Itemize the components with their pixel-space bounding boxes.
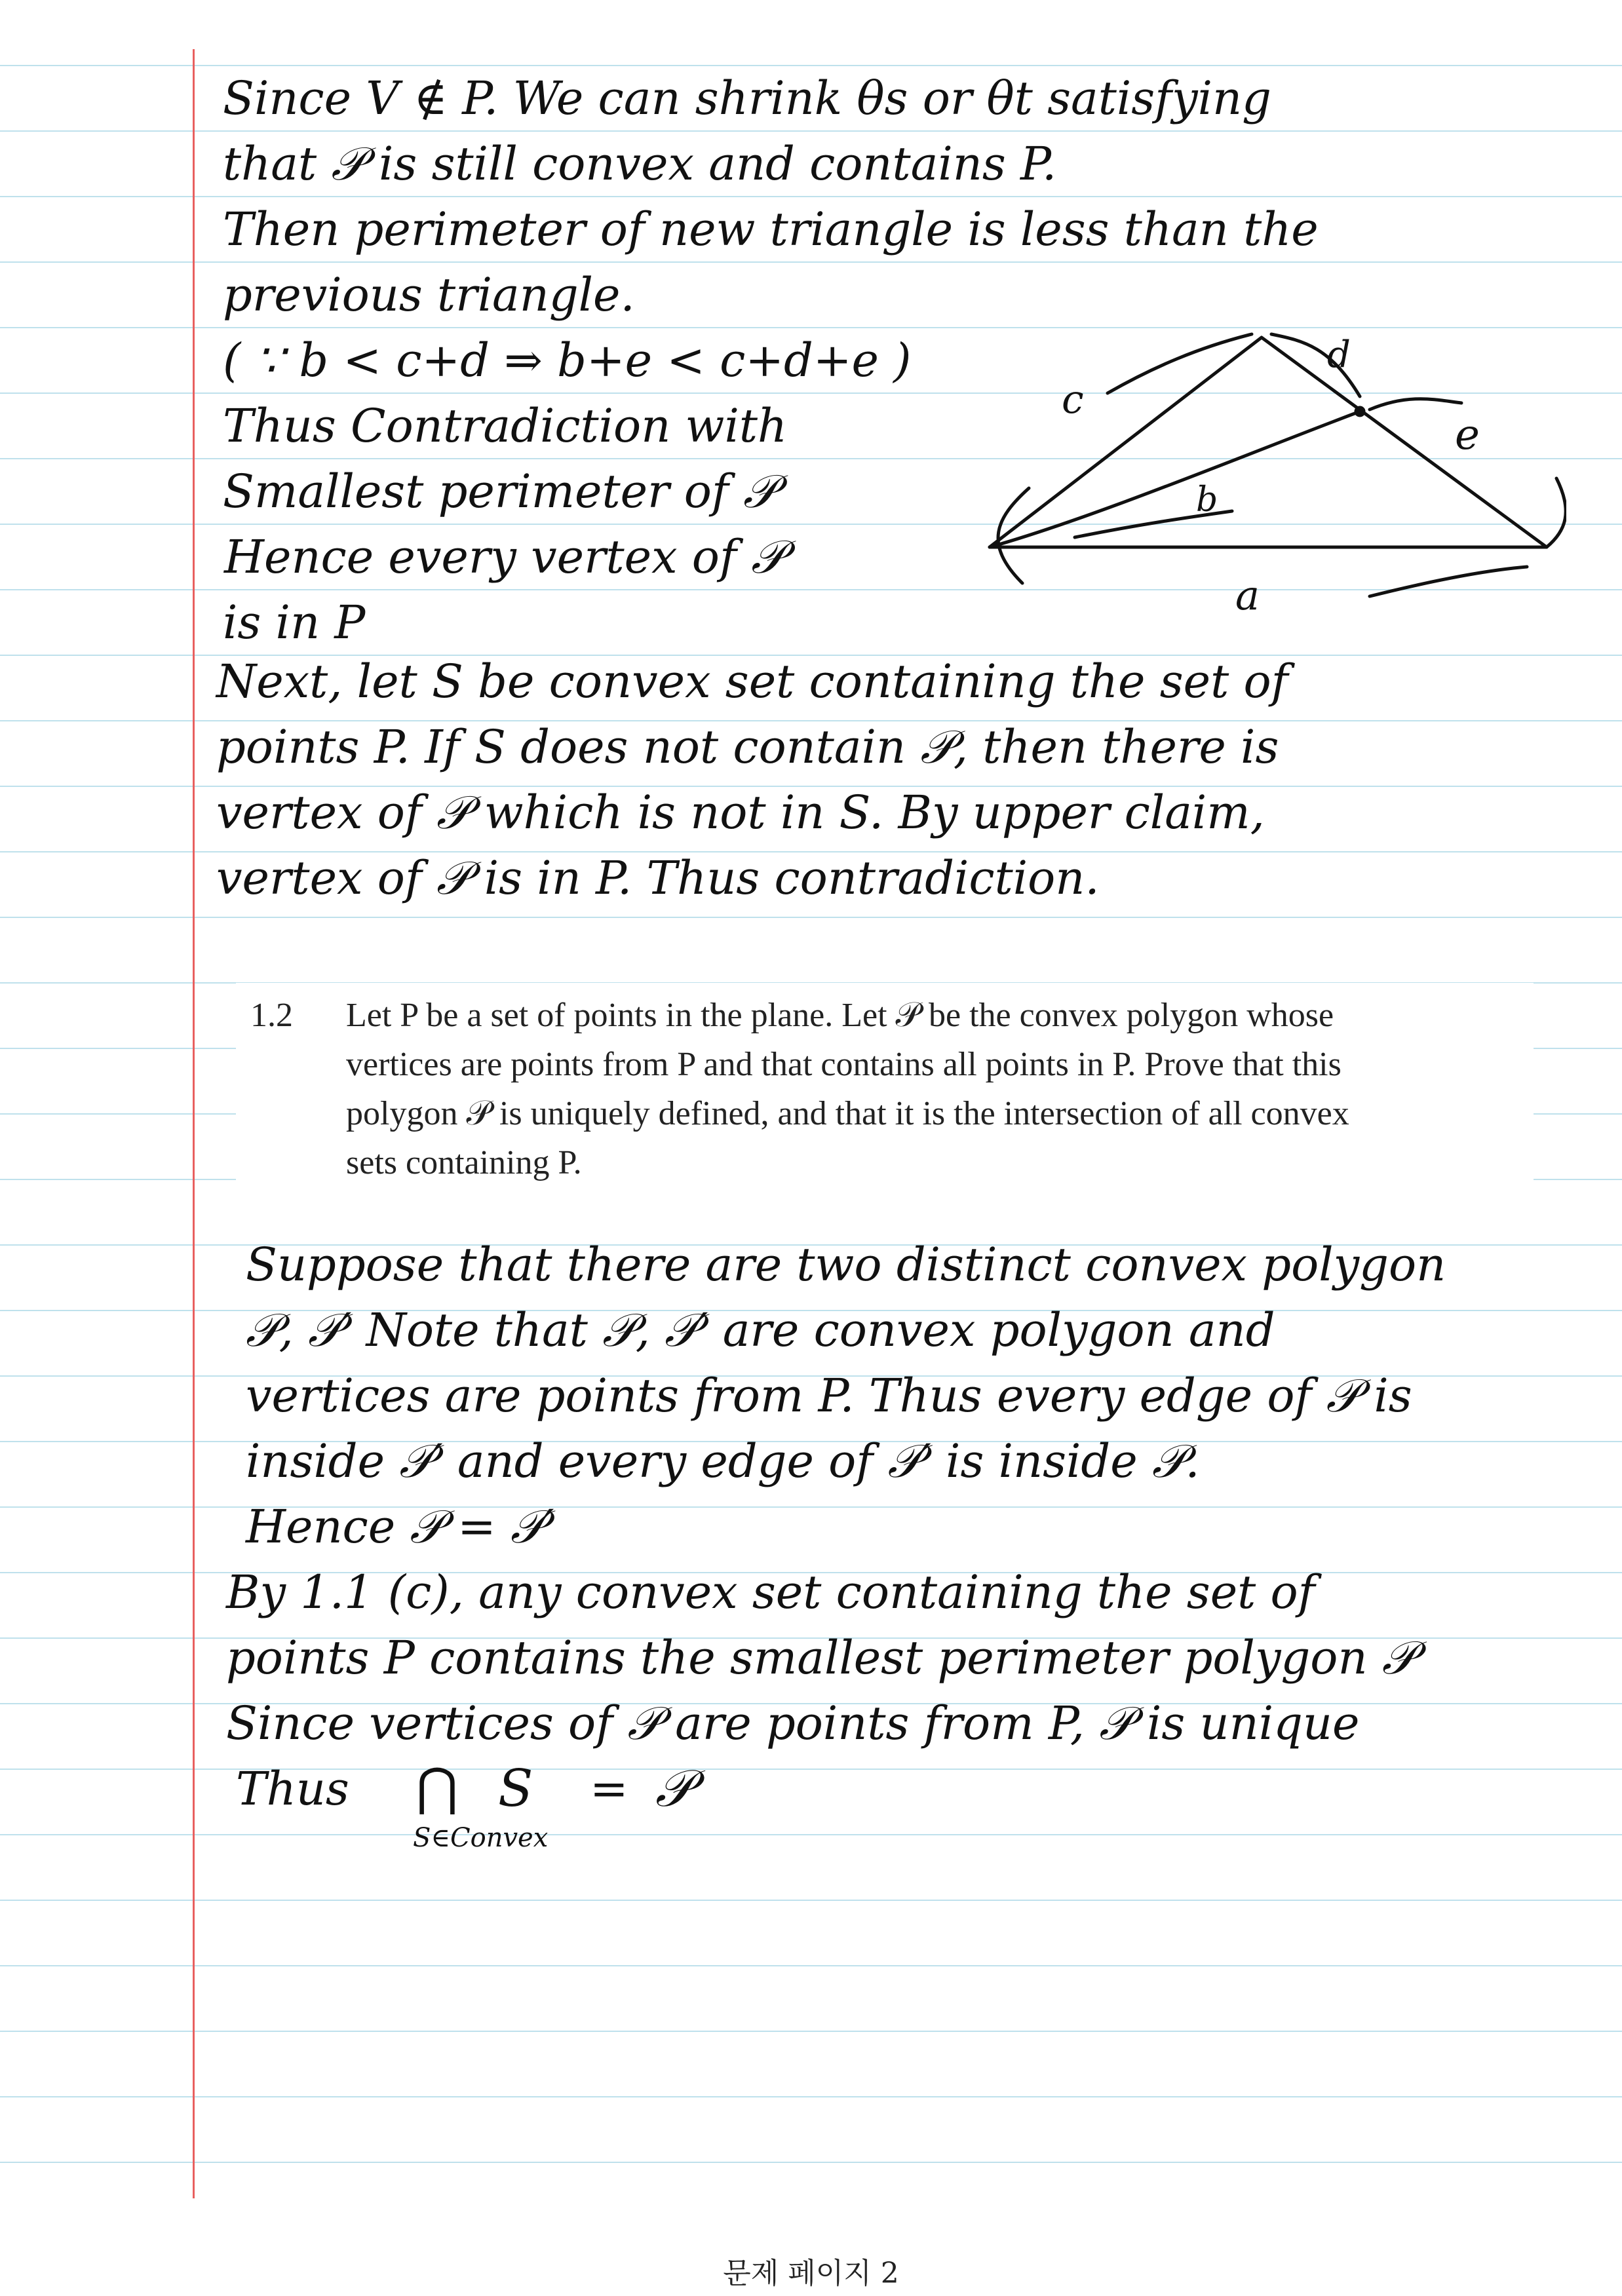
hw-line: Thus Contradiction with [223, 399, 788, 453]
hw-line: Since vertices of 𝒫 are points from P, 𝒫 is unique [226, 1696, 1360, 1750]
handwritten-uniqueness-proof [246, 1232, 1446, 1559]
formula-polygon: 𝒫 [655, 1759, 693, 1818]
exercise-line: polygon 𝒫 is uniquely defined, and that it is the intersection of all convex [346, 1095, 1349, 1132]
hw-line: vertex of 𝒫 which is not in S. By upper claim, [216, 786, 1265, 839]
exercise-line: vertices are points from P and that contains all points in P. Prove that this [346, 1046, 1342, 1083]
exercise-statement [346, 991, 1526, 1187]
formula-set-s: S [498, 1759, 533, 1818]
intersection-formula [236, 1756, 826, 1874]
hw-line: that 𝒫 is still convex and contains P. [223, 137, 1057, 191]
handwritten-intersection-proof [226, 1559, 1415, 1756]
formula-subscript: S∈Convex [413, 1823, 549, 1853]
label-a: a [1235, 571, 1260, 619]
hw-line: 𝒫, 𝒫′ Note that 𝒫, 𝒫′ are convex polygon and [246, 1303, 1275, 1357]
hw-line: points P. If S does not contain 𝒫, then there is [216, 720, 1279, 774]
hw-line: Since V ∉ P. We can shrink θs or θt satisfying [223, 71, 1271, 125]
label-e: e [1455, 411, 1480, 459]
exercise-1-2-box [236, 983, 1534, 1193]
exercise-line: sets containing P. [346, 1144, 582, 1181]
hw-line: vertex of 𝒫 is in P. Thus contradiction. [216, 851, 1100, 905]
hw-line: previous triangle. [223, 268, 635, 322]
hw-line: Then perimeter of new triangle is less than the [223, 202, 1319, 256]
brace-a [1370, 567, 1527, 596]
triangle-sketch [976, 321, 1566, 629]
hw-line: inside 𝒫′ and every edge of 𝒫′ is inside 𝒫. [246, 1434, 1200, 1488]
label-b: b [1196, 480, 1218, 520]
big-cap-symbol: ⋂ [416, 1758, 458, 1817]
hw-line: Next, let S be convex set containing the set of [216, 655, 1288, 708]
hw-line: Hence every vertex of 𝒫 [224, 530, 784, 584]
label-d: d [1327, 334, 1351, 376]
formula-equals: = [590, 1762, 628, 1816]
hw-line: is in P [223, 596, 366, 649]
hw-line: vertices are points from P. Thus every edge of 𝒫 is [246, 1369, 1412, 1423]
formula-thus: Thus [236, 1762, 349, 1816]
label-c: c [1062, 377, 1084, 423]
brace-right [1547, 478, 1566, 547]
point-on-edge [1356, 408, 1364, 415]
brace-e [1370, 399, 1461, 410]
margin-line [193, 49, 195, 2198]
hw-line: By 1.1 (c), any convex set containing the set of [226, 1565, 1315, 1619]
exercise-number: 1.2 [250, 997, 293, 1034]
hw-line: points P contains the smallest perimeter polygon 𝒫 [226, 1631, 1416, 1685]
hw-line: Suppose that there are two distinct convex polygon [246, 1238, 1446, 1292]
hw-line: ( ∵ b < c+d ⇒ b+e < c+d+e ) [223, 334, 912, 387]
hw-line: Smallest perimeter of 𝒫 [223, 465, 777, 518]
handwritten-proof-part-2 [216, 649, 1288, 911]
hw-line: Hence 𝒫 = 𝒫′ [246, 1500, 554, 1554]
page-footer: 문제 페이지 2 [723, 2257, 899, 2290]
exercise-line: Let P be a set of points in the plane. Let 𝒫 be the convex polygon whose [346, 997, 1334, 1034]
segment-b [990, 411, 1360, 547]
